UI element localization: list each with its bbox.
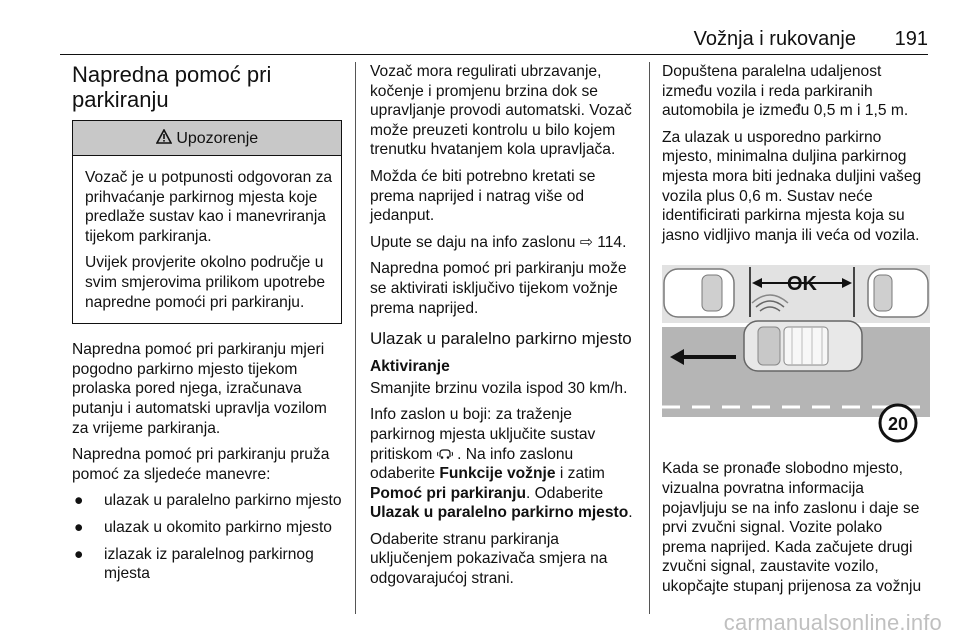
subsection-title: Ulazak u paralelno parkirno mjesto — [370, 329, 632, 349]
list-item — [72, 545, 342, 584]
menu-label-driving-functions: Funkcije vožnje — [439, 465, 556, 483]
paragraph: Kada se pronađe slobodno mjesto, vizualna povratna informacija pojavljuju se na info zaslonu i daje se prvi zvučni signal. Vozite polako prema naprijed. Kada začujete drugi zvučni signal, zaustavite vozilo, ukopčajte stupanj prijenosa za vožnju — [662, 460, 922, 595]
warning-box — [72, 120, 342, 324]
bullet: ● — [74, 518, 84, 536]
paragraph: Napredna pomoć pri parkiranju može se aktivirati isključivo tijekom vožnje prema naprijed. — [370, 260, 627, 317]
column-divider — [355, 62, 356, 614]
warning-paragraph: Uvijek provjerite okolno područje u svim smjerovima prilikom upotrebe napredne pomoći pri parkiranju. — [85, 254, 326, 311]
page-number: 191 — [894, 28, 928, 50]
speed-label: 20 — [887, 414, 909, 435]
header-title: Vožnja i rukovanje — [693, 28, 856, 50]
paragraph-activation — [370, 405, 640, 523]
text-run: . — [628, 504, 633, 522]
column-1 — [72, 62, 342, 591]
paragraph: Možda će biti potrebno kretati se prema naprijed i natrag više od jedanput. — [370, 167, 596, 225]
text-run: i zatim — [559, 465, 605, 483]
list-item-text: ulazak u paralelno parkirno mjesto — [104, 492, 342, 510]
column-2 — [370, 62, 640, 596]
parking-illustration — [662, 257, 930, 451]
parked-car-left — [664, 269, 734, 317]
menu-label-parking-assist: Pomoć pri parkiranju — [370, 484, 526, 502]
paragraph: Dopuštena paralelna udaljenost između vozila i reda parkiranih automobila je između 0,5 m i 1,5 m. — [662, 63, 909, 120]
subheading: Aktiviranje — [370, 358, 450, 376]
menu-label-parallel-parking: Ulazak u paralelno parkirno mjesto — [370, 504, 629, 522]
moving-car — [744, 321, 862, 371]
warning-header — [73, 121, 341, 156]
parking-sensor-button-icon — [437, 446, 457, 463]
info-ref-text: Upute se daju na info zaslonu — [370, 233, 576, 251]
text-run: . Odaberite — [525, 484, 604, 502]
list-item — [72, 491, 342, 511]
warning-triangle-icon — [156, 130, 176, 147]
paragraph: Vozač mora regulirati ubrzavanje, kočenje i promjenu brzina dok se upravljanje provodi automatski. Vozač može preuzeti kontrolu u bilo kojem trenutku hvatanjem kola upravljača. — [370, 63, 632, 159]
warning-title: Upozorenje — [176, 130, 259, 147]
parking-diagram — [662, 257, 930, 451]
page-header — [60, 24, 928, 54]
column-divider — [649, 62, 650, 614]
list-item — [72, 518, 342, 538]
text-run: Info zaslon u boji: za traženje parkirnog mjesta uključite sustav pritiskom — [370, 406, 596, 463]
list-item-text: izlazak iz paralelnog parkirnog mjesta — [104, 545, 314, 583]
paragraph-info-reference — [370, 233, 640, 253]
list-item-text: ulazak u okomito parkirno mjesto — [104, 518, 332, 536]
warning-body — [73, 156, 341, 323]
speed-limit-sign — [880, 405, 916, 441]
bullet: ● — [74, 545, 84, 563]
warning-paragraph: Vozač je u potpunosti odgovoran za prihvaćanje parkirnog mjesta koje predlaže sustav kao i manevriranja tijekom parkiranja. — [85, 169, 333, 245]
paragraph: Odaberite stranu parkiranja uključenjem pokazivača smjera na odgovarajućoj strani. — [370, 530, 608, 588]
column-3 — [662, 62, 930, 604]
paragraph: Napredna pomoć pri parkiranju mjeri pogodno parkirno mjesto tijekom prolaska pored njega, izračunava putanju i automatski upravlja vozilom za vrijeme parkiranja. — [72, 341, 327, 437]
paragraph: Smanjite brzinu vozila ispod 30 km/h. — [370, 379, 628, 397]
watermark: carmanualsonline.info — [723, 610, 942, 635]
ok-label: OK — [787, 273, 817, 296]
page-reference-link[interactable]: 114. — [597, 233, 627, 251]
paragraph: Za ulazak u usporedno parkirno mjesto, minimalna duljina parkirnog mjesta mora biti jednaka duljini vašeg vozila plus 0,6 m. Sustav neće identificirati parkirna mjesta koja su jasno vidljivo manja ili veća od vozila. — [662, 128, 922, 244]
section-title: Napredna pomoć pri parkiranju — [72, 62, 272, 112]
page-reference-arrow-icon: ⇨ — [579, 233, 593, 251]
parked-car-right — [868, 269, 928, 317]
text-run: . Na info zaslonu odaberite — [370, 445, 574, 483]
bullet: ● — [74, 492, 84, 510]
paragraph: Napredna pomoć pri parkiranju pruža pomoć za sljedeće manevre: — [72, 446, 330, 483]
header-rule — [60, 54, 928, 55]
